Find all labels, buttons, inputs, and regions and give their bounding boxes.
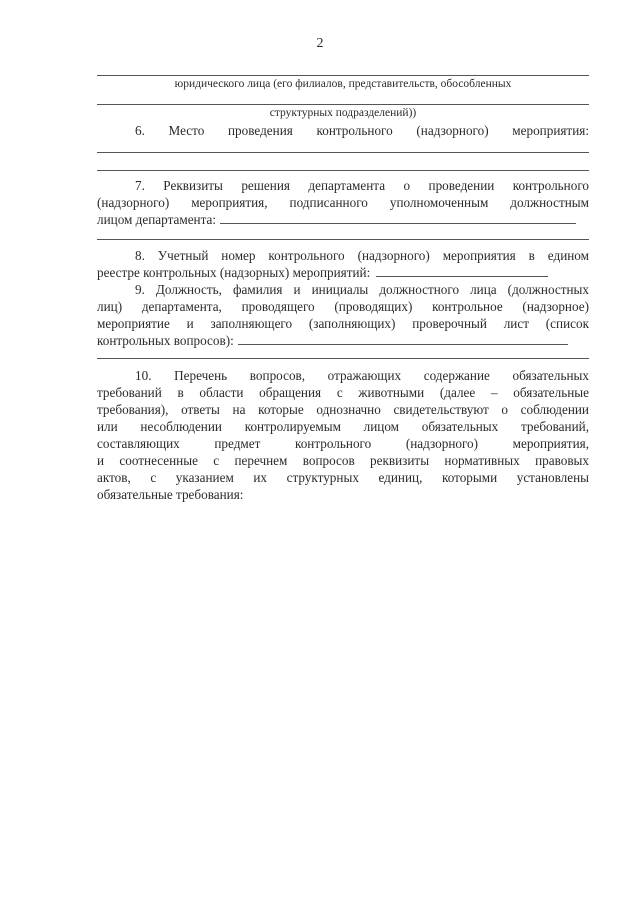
item-8-line2-text: реестре контрольных (надзорных) мероприятий: (97, 265, 371, 280)
item-10-line4: или несоблюдении контролируемым лицом обязательных требований, (97, 419, 589, 434)
item-10-line8: обязательные требования: (97, 487, 244, 502)
item-8-fill (376, 266, 548, 277)
item-9-line1: 9. Должность, фамилия и инициалы должностного лица (должностных (135, 282, 589, 297)
item-6-label: 6. Место проведения контрольного (надзорного) мероприятия: (135, 123, 589, 138)
item-10-line3: требования), ответы на которые однозначно свидетельствуют о соблюдении (97, 402, 589, 417)
item-9-line3: мероприятие и заполняющего (заполняющих) проверочный лист (список (97, 316, 589, 331)
subscript-caption-line2: структурных подразделений)) (269, 107, 417, 119)
item-6-text (97, 122, 589, 139)
item-7-line3 (97, 211, 589, 228)
item-8-line2 (97, 264, 589, 281)
fill-line-item6-a (97, 152, 589, 153)
item-9-fill (238, 334, 568, 345)
item-9-line4 (97, 332, 589, 349)
page-number: 2 (316, 36, 324, 51)
item-10-line6: и соотнесенные с перечнем вопросов реквизиты нормативных правовых (97, 453, 589, 468)
item-7-line3-text: лицом департамента: (97, 212, 217, 227)
subscript-caption-line1: юридического лица (его филиалов, представительств, обособленных (174, 78, 512, 90)
item-10-line5: составляющих предмет контрольного (надзорного) мероприятия, (97, 436, 589, 451)
item-9-line2: лиц) департамента, проводящего (проводящих) контрольное (надзорное) (97, 299, 589, 314)
item-10-line2: требований в области обращения с животными (далее – обязательные (97, 385, 589, 400)
fill-line-mid (97, 104, 589, 105)
item-8-line1: 8. Учетный номер контрольного (надзорного) мероприятия в едином (135, 248, 589, 263)
item-7-fill (220, 213, 576, 224)
fill-line-item6-b (97, 170, 589, 171)
fill-line-top (97, 75, 589, 76)
fill-line-item9 (97, 358, 589, 359)
item-7-line2: (надзорного) мероприятия, подписанного уполномоченным должностным (97, 195, 589, 210)
item-10-line1: 10. Перечень вопросов, отражающих содержание обязательных (135, 368, 589, 383)
item-10-line7: актов, с указанием их структурных единиц, которыми установлены (97, 470, 589, 485)
item-7-line1: 7. Реквизиты решения департамента о проведении контрольного (135, 178, 589, 193)
fill-line-item7 (97, 239, 589, 240)
item-9-line4-text: контрольных вопросов): (97, 333, 234, 348)
